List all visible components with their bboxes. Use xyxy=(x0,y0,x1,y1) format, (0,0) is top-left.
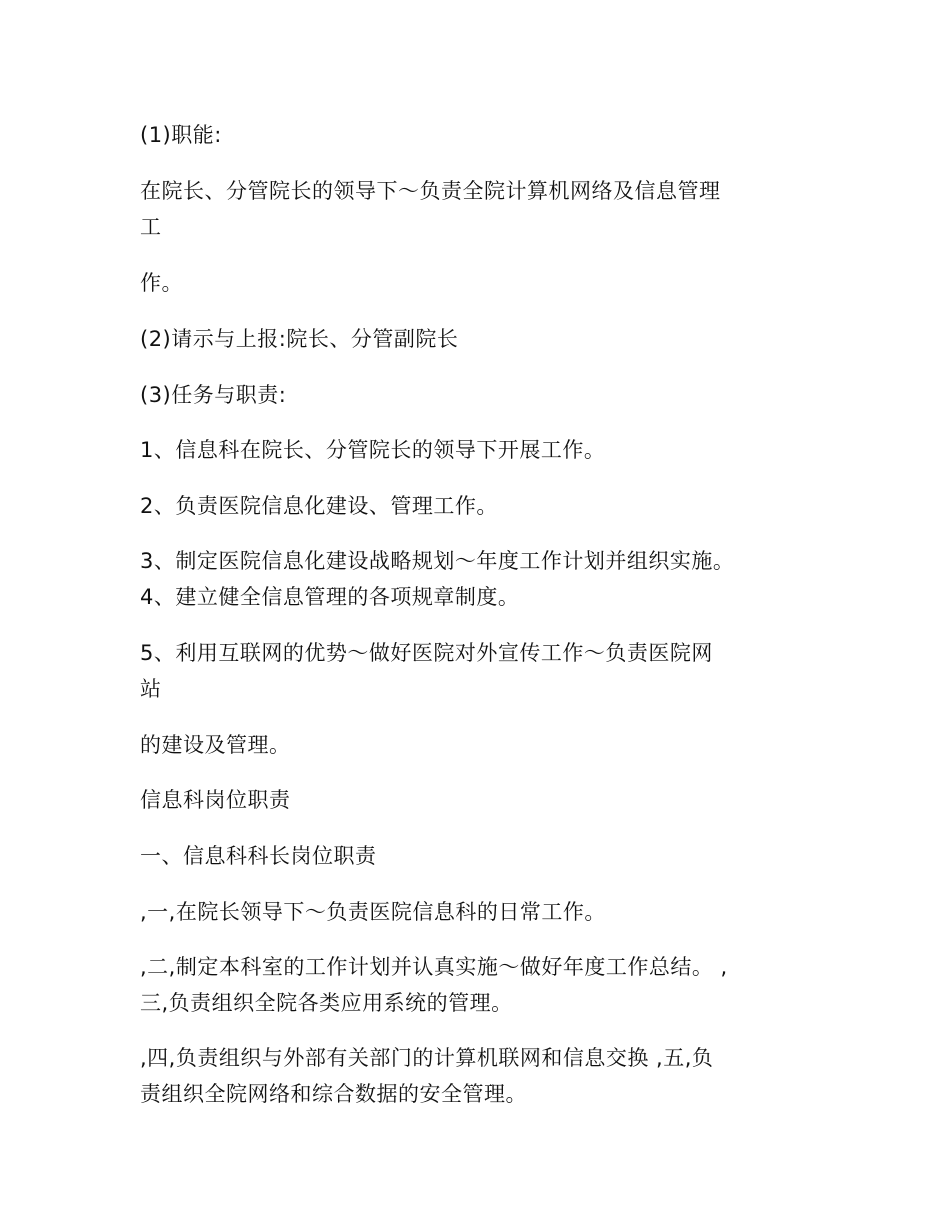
list-item: 3、制定医院信息化建设战略规划～年度工作计划并组织实施。 xyxy=(140,549,735,573)
paragraph-line: 作。 xyxy=(140,271,183,295)
paragraph-line: 工 xyxy=(140,215,162,239)
list-item: 1、信息科在院长、分管院长的领导下开展工作。 xyxy=(140,438,606,462)
list-item: 5、利用互联网的优势～做好医院对外宣传工作～负责医院网 xyxy=(140,641,713,665)
list-item: ,四,负责组织与外部有关部门的计算机联网和信息交换 ,五,负 xyxy=(140,1046,714,1070)
list-item: 4、建立健全信息管理的各项规章制度。 xyxy=(140,585,520,609)
list-item: ,二,制定本科室的工作计划并认真实施～做好年度工作总结。 , xyxy=(140,955,728,979)
list-item: 2、负责医院信息化建设、管理工作。 xyxy=(140,494,498,518)
paragraph-line: 在院长、分管院长的领导下～负责全院计算机网络及信息管理 xyxy=(140,179,721,203)
list-item: 责组织全院网络和综合数据的安全管理。 xyxy=(140,1082,527,1106)
section-title: 信息科岗位职责 xyxy=(140,788,291,812)
section-heading-function: (1)职能: xyxy=(140,123,222,147)
list-item: 三,负责组织全院各类应用系统的管理。 xyxy=(140,991,513,1015)
section-heading-report: (2)请示与上报:院长、分管副院长 xyxy=(140,327,459,351)
list-item: ,一,在院长领导下～负责医院信息科的日常工作。 xyxy=(140,900,606,924)
subsection-title: 一、信息科科长岗位职责 xyxy=(140,844,377,868)
list-item-continuation: 站 xyxy=(140,677,162,701)
list-item-continuation: 的建设及管理。 xyxy=(140,733,291,757)
section-heading-duties: (3)任务与职责: xyxy=(140,383,287,407)
